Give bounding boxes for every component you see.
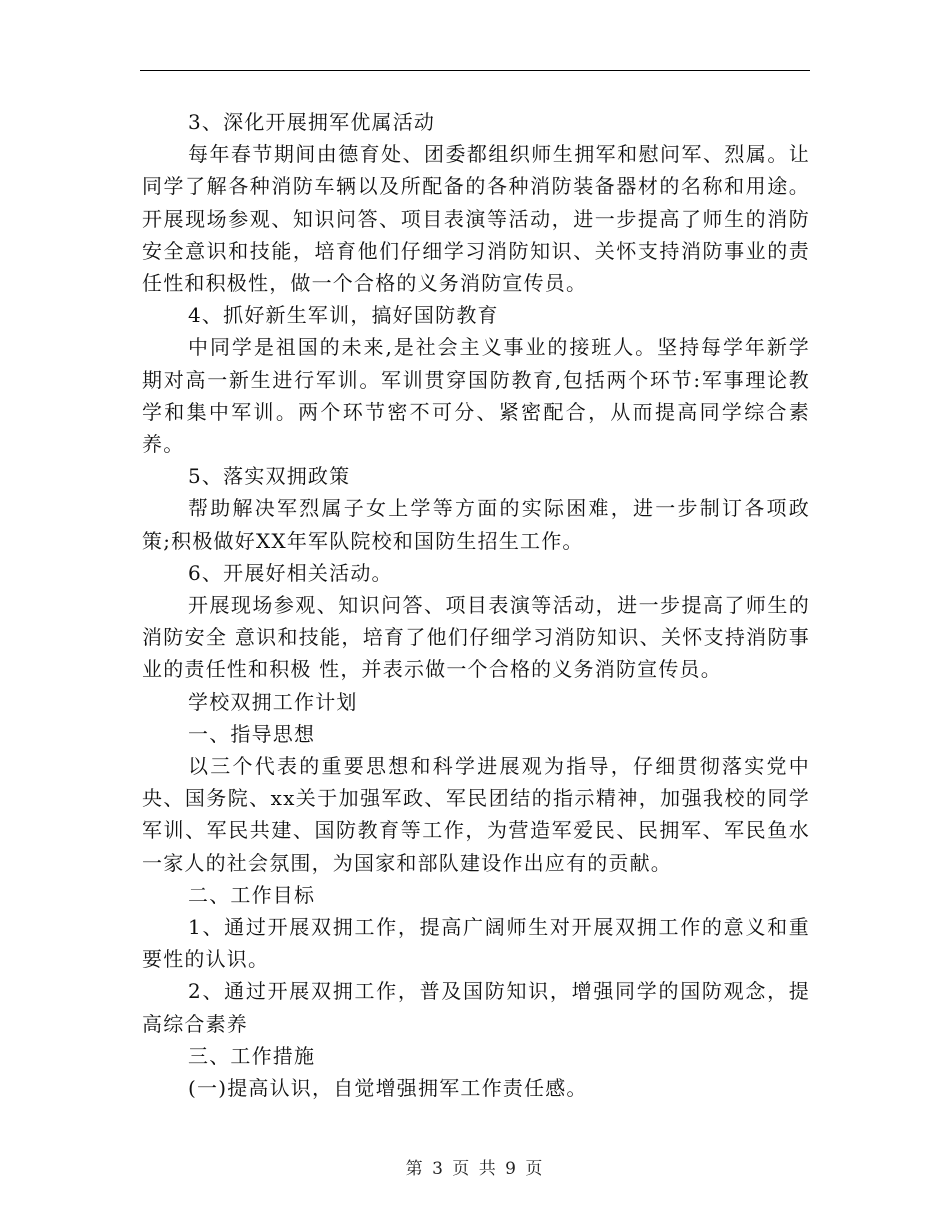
header-rule [140, 70, 810, 71]
page-number-footer: 第 3 页 共 9 页 [405, 1159, 545, 1179]
section-heading-3: 3、深化开展拥军优属活动 [188, 110, 436, 134]
section-heading-5: 5、落实双拥政策 [188, 464, 351, 489]
paragraph-goal-2: 2、通过开展双拥工作，普及国防知识，增强同学的国防观念，提高综合素养 [142, 979, 810, 1036]
heading-guiding-ideology: 一、指导思想 [188, 721, 316, 746]
paragraph-6: 开展现场参观、知识问答、项目表演等活动，进一步提高了师生的消防安全 意识和技能，培育了他们仔细学习消防知识、关怀支持消防事业的责任性和积极 性，并表示做一个合格的义务消防宣传员。 [142, 593, 810, 682]
heading-work-measures: 三、工作措施 [188, 1043, 316, 1068]
paragraph-3: 每年春节期间由德育处、团委都组织师生拥军和慰问军、烈属。让同学了解各种消防车辆以及所配备的各种消防装备器材的名称和用途。开展现场参观、知识问答、项目表演等活动，进一步提高了师生的消防安全意识和技能，培育他们仔细学习消防知识、关怀支持消防事业的责任性和积极性，做一个合格的义务消防宣传员。 [142, 142, 810, 296]
section-heading-6: 6、开展好相关活动。 [188, 560, 393, 585]
section-heading-4: 4、抓好新生军训，搞好国防教育 [188, 303, 499, 328]
paragraph-guiding-ideology: 以三个代表的重要思想和科学进展观为指导，仔细贯彻落实党中央、国务院、xx关于加强军政、军民团结的指示精神，加强我校的同学军训、军民共建、国防教育等工作，为营造军爱民、民拥军、军民鱼水一家人的社会氛围，为国家和部队建设作出应有的贡献。 [142, 754, 810, 875]
paragraph-5: 帮助解决军烈属子女上学等方面的实际困难，进一步制订各项政策;积极做好XX年军队院校和国防生招生工作。 [142, 496, 810, 553]
paragraph-goal-1: 1、通过开展双拥工作，提高广阔师生对开展双拥工作的意义和重要性的认识。 [142, 915, 810, 972]
document-body [142, 106, 810, 1104]
heading-work-goals: 二、工作目标 [188, 882, 316, 907]
heading-measure-1: (一)提高认识，自觉增强拥军工作责任感。 [188, 1076, 588, 1101]
document-title: 学校双拥工作计划 [188, 689, 358, 714]
paragraph-4: 中同学是祖国的未来,是社会主义事业的接班人。坚持每学年新学期对高一新生进行军训。军训贯穿国防教育,包括两个环节:军事理论教学和集中军训。两个环节密不可分、紧密配合，从而提高同学综合素养。 [142, 335, 810, 457]
